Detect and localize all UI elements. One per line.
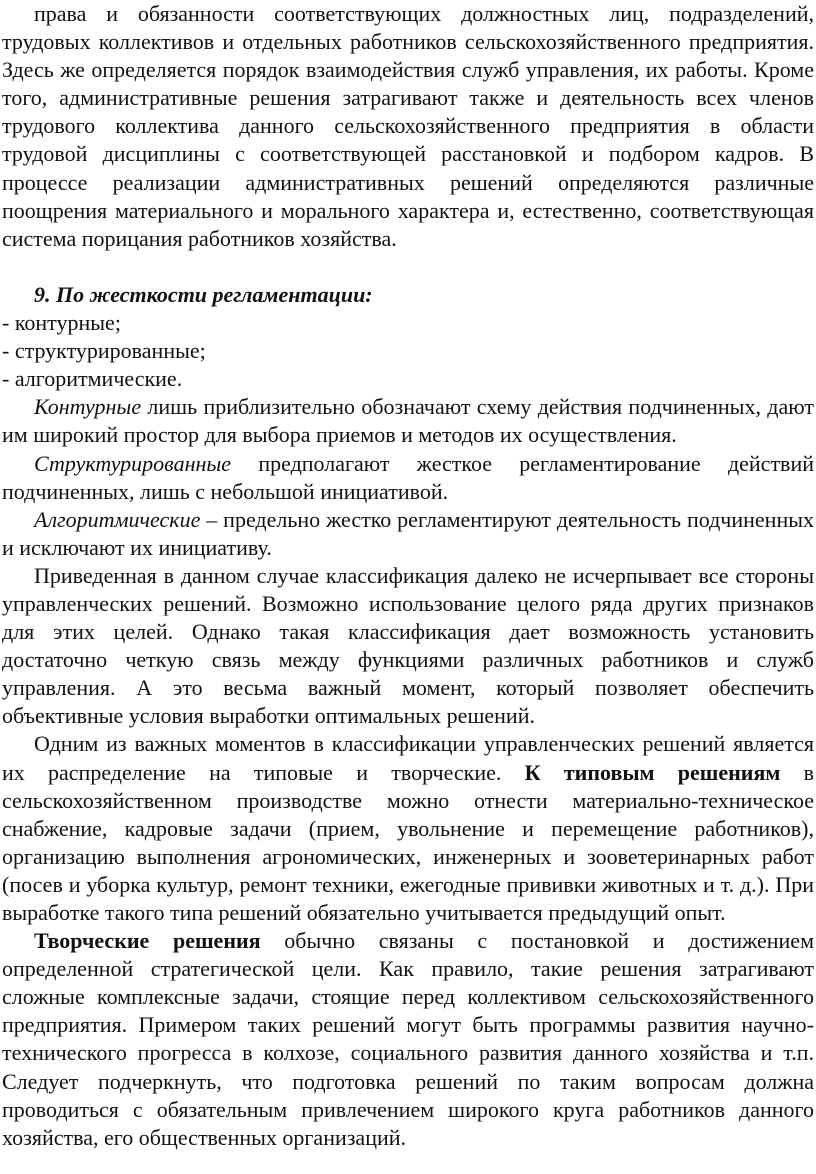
typical-body: в сельскохозяйственном производстве можно отнести материально-техническое снабжение, кадровые задачи (прием, увольнение и перемещение работников), организацию выполнения агрономических, инженерных и зооветеринарных работ (посев и уборка культур, ремонт техники, ежегодные прививки животных и т. д.). При выработке такого типа решений обязательно учитывается предыдущий опыт. bbox=[2, 759, 814, 925]
paragraph-administrative-decisions: права и обязанности соответствующих должностных лиц, подразделений, трудовых коллективов и отдельных работников сельскохозяйственного предприятия. Здесь же определяется порядок взаимодействия служб управления, их работы. Кроме того, административные решения затрагивают также и деятельность всех членов трудового коллектива данного сельскохозяйственного предприятия в области трудовой дисциплины с соответствующей расстановкой и подбором кадров. В процессе реализации административных решений определяются различные поощрения материального и морального характера и, естественно, соответствующая система порицания работников хозяйства. bbox=[2, 1, 814, 251]
paragraph-typical-decisions bbox=[2, 730, 814, 927]
paragraph-classification: Приведенная в данном случае классификация далеко не исчерпывает все стороны управленческих решений. Возможно использование целого ряда других признаков для этих целей. Однако такая классификация дает возможность установить достаточно четкую связь между функциями различных работников и служб управления. А это весьма важный момент, который позволяет обеспечить объективные условия выработки оптимальных решений. bbox=[2, 562, 814, 729]
term-typical: К типовым решениям bbox=[524, 759, 781, 785]
term-creative: Творческие решения bbox=[34, 928, 261, 954]
definition-contour: лишь приблизительно обозначают схему действия подчиненных, дают им широкий простор для выбора приемов и методов их осуществления. bbox=[2, 394, 814, 448]
typical-intro: Одним из важных моментов в классификации управленческих решений является их распределение на типовые и творческие. bbox=[2, 731, 814, 785]
paragraph-algorithmic bbox=[2, 506, 814, 562]
definition-structured: предполагают жесткое регламентирование действий подчиненных, лишь с небольшой инициативой. bbox=[2, 450, 814, 504]
paragraph-creative-decisions bbox=[2, 927, 814, 1152]
creative-body: обычно связаны с постановкой и достижением определенной стратегической цели. Как правило, такие решения затрагивают сложные комплексные задачи, стоящие перед коллективом сельскохозяйственного предприятия. Примером таких решений могут быть программы развития научно-технического прогресса в колхозе, социального развития данного хозяйства и т.п. Следует подчеркнуть, что подготовка решений по таким вопросам должна проводиться с обязательным привлечением широкого круга работников данного хозяйства, его общественных организаций. bbox=[2, 928, 814, 1150]
term-algorithmic: Алгоритмические bbox=[34, 506, 201, 532]
list-item: - алгоритмические. bbox=[2, 366, 183, 392]
list-item: - контурные; bbox=[2, 310, 121, 336]
paragraph-contour bbox=[2, 393, 814, 449]
blank-line bbox=[2, 253, 814, 281]
list-item: - структурированные; bbox=[2, 338, 206, 364]
section-heading: 9. По жесткости регламентации: bbox=[34, 281, 373, 307]
term-structured: Структурированные bbox=[34, 450, 232, 476]
paragraph-structured bbox=[2, 450, 814, 506]
definition-algorithmic: – предельно жестко регламентируют деятельность подчиненных и исключают их инициативу. bbox=[2, 506, 814, 560]
term-contour: Контурные bbox=[34, 394, 142, 420]
